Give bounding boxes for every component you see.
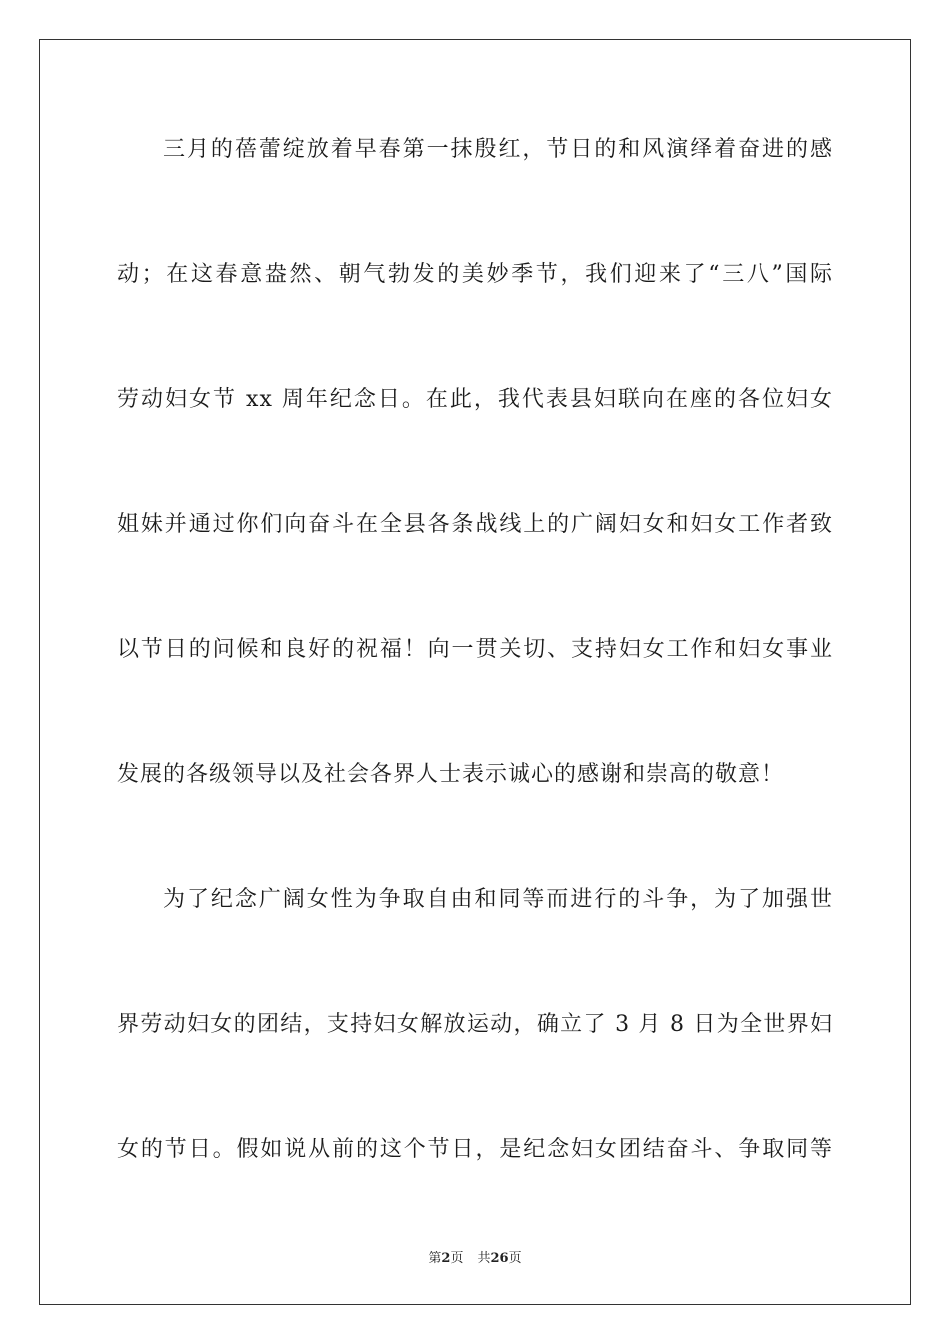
- page-border: [39, 39, 911, 1305]
- paragraph-1-line-4: 姐妹并通过你们向奋斗在全县各条战线上的广阔妇女和妇女工作者致: [117, 512, 833, 537]
- paragraph-1-line-1: 三月的蓓蕾绽放着早春第一抹殷红，节日的和风演绎着奋进的感: [163, 137, 833, 162]
- page-suffix: 页: [450, 1251, 464, 1266]
- paragraph-1-line-6: 发展的各级领导以及社会各界人士表示诚心的感谢和崇高的敬意！: [117, 762, 785, 787]
- paragraph-1-line-2: 动；在这春意盎然、朝气勃发的美妙季节，我们迎来了“三八”国际: [117, 262, 833, 287]
- page-number: 2: [441, 1251, 451, 1266]
- total-suffix: 页: [508, 1251, 522, 1266]
- paragraph-2-line-3: 女的节日。假如说从前的这个节日，是纪念妇女团结奋斗、争取同等: [117, 1137, 833, 1162]
- page-prefix: 第: [428, 1251, 442, 1266]
- paragraph-1-line-3: 劳动妇女节 xx 周年纪念日。在此，我代表县妇联向在座的各位妇女: [117, 387, 833, 412]
- paragraph-2-line-1: 为了纪念广阔女性为争取自由和同等而进行的斗争，为了加强世: [163, 887, 833, 912]
- total-prefix: 共: [477, 1251, 491, 1266]
- paragraph-1-line-5: 以节日的问候和良好的祝福！向一贯关切、支持妇女工作和妇女事业: [117, 637, 833, 662]
- paragraph-2-line-2: 界劳动妇女的团结，支持妇女解放运动，确立了 3 月 8 日为全世界妇: [117, 1012, 833, 1037]
- page-footer: [0, 1247, 950, 1266]
- total-pages: 26: [490, 1251, 509, 1266]
